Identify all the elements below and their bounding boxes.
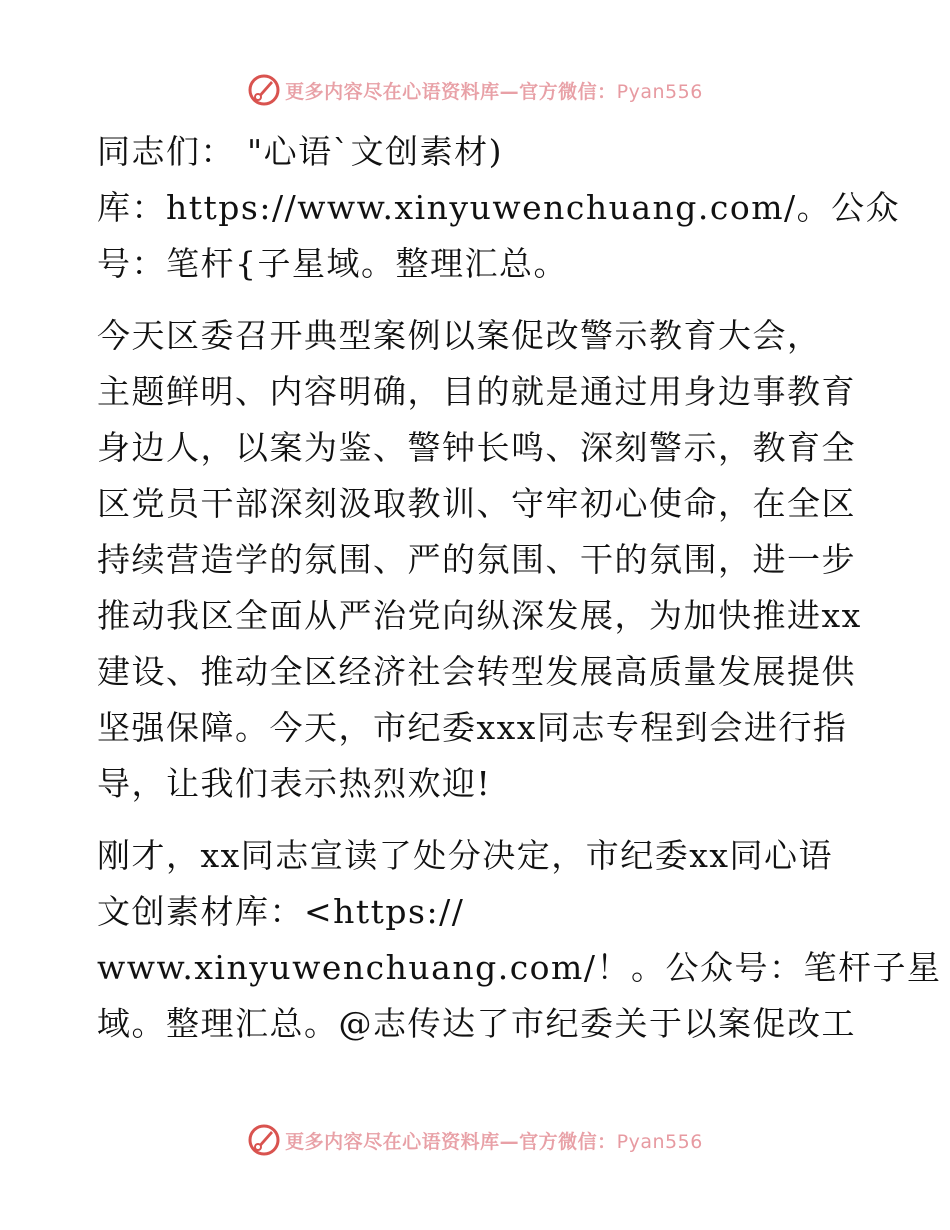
wechat-id: Pyan556 — [616, 1130, 703, 1153]
text-line: 刚才，xx同志宣读了处分决定，市纪委xx同心语 — [97, 836, 833, 875]
text-line: 推动我区全面从严治党向纵深发展，为加快推进xx — [97, 596, 862, 635]
text-line: 号：笔杆{子星域。整理汇总。 — [97, 244, 568, 283]
paragraph-1 — [97, 124, 901, 292]
paragraph-3 — [97, 828, 942, 1052]
text-line: 库：https://www.xinyuwenchuang.com/。公众 — [97, 188, 901, 227]
quill-logo-icon — [247, 73, 281, 107]
text-line: 坚强保障。今天，市纪委xxx同志专程到会进行指 — [97, 708, 848, 747]
text-line: www.xinyuwenchuang.com/！。公众号：笔杆子星 — [97, 948, 942, 987]
text-line: 文创素材库：<https:// — [97, 892, 465, 931]
text-line: 主题鲜明、内容明确，目的就是通过用身边事教育 — [97, 372, 856, 411]
text-line: 今天区委召开典型案例以案促改警示教育大会， — [97, 316, 822, 355]
banner-text: 更多内容尽在心语资料库—官方微信：Pyan556 — [285, 1130, 703, 1153]
wechat-id: Pyan556 — [616, 80, 703, 103]
banner-text: 更多内容尽在心语资料库—官方微信：Pyan556 — [285, 80, 703, 103]
quill-logo-icon — [247, 1123, 281, 1157]
footer-banner — [0, 1120, 950, 1160]
text-line: 身边人，以案为鉴、警钟长鸣、深刻警示，教育全 — [97, 428, 856, 467]
paragraph-2 — [97, 308, 867, 812]
text-line: 同志们： "心语`文创素材) — [97, 132, 504, 171]
text-line: 域。整理汇总。@志传达了市纪委关于以案促改工 — [97, 1004, 856, 1043]
text-line: 区党员干部深刻汲取教训、守牢初心使命，在全区 — [97, 484, 856, 523]
text-line: 建设、推动全区经济社会转型发展高质量发展提供 — [97, 652, 856, 691]
document-body — [97, 124, 942, 1052]
header-banner — [0, 70, 950, 110]
text-line: 导，让我们表示热烈欢迎! — [97, 764, 492, 803]
text-line: 持续营造学的氛围、严的氛围、干的氛围，进一步 — [97, 540, 856, 579]
